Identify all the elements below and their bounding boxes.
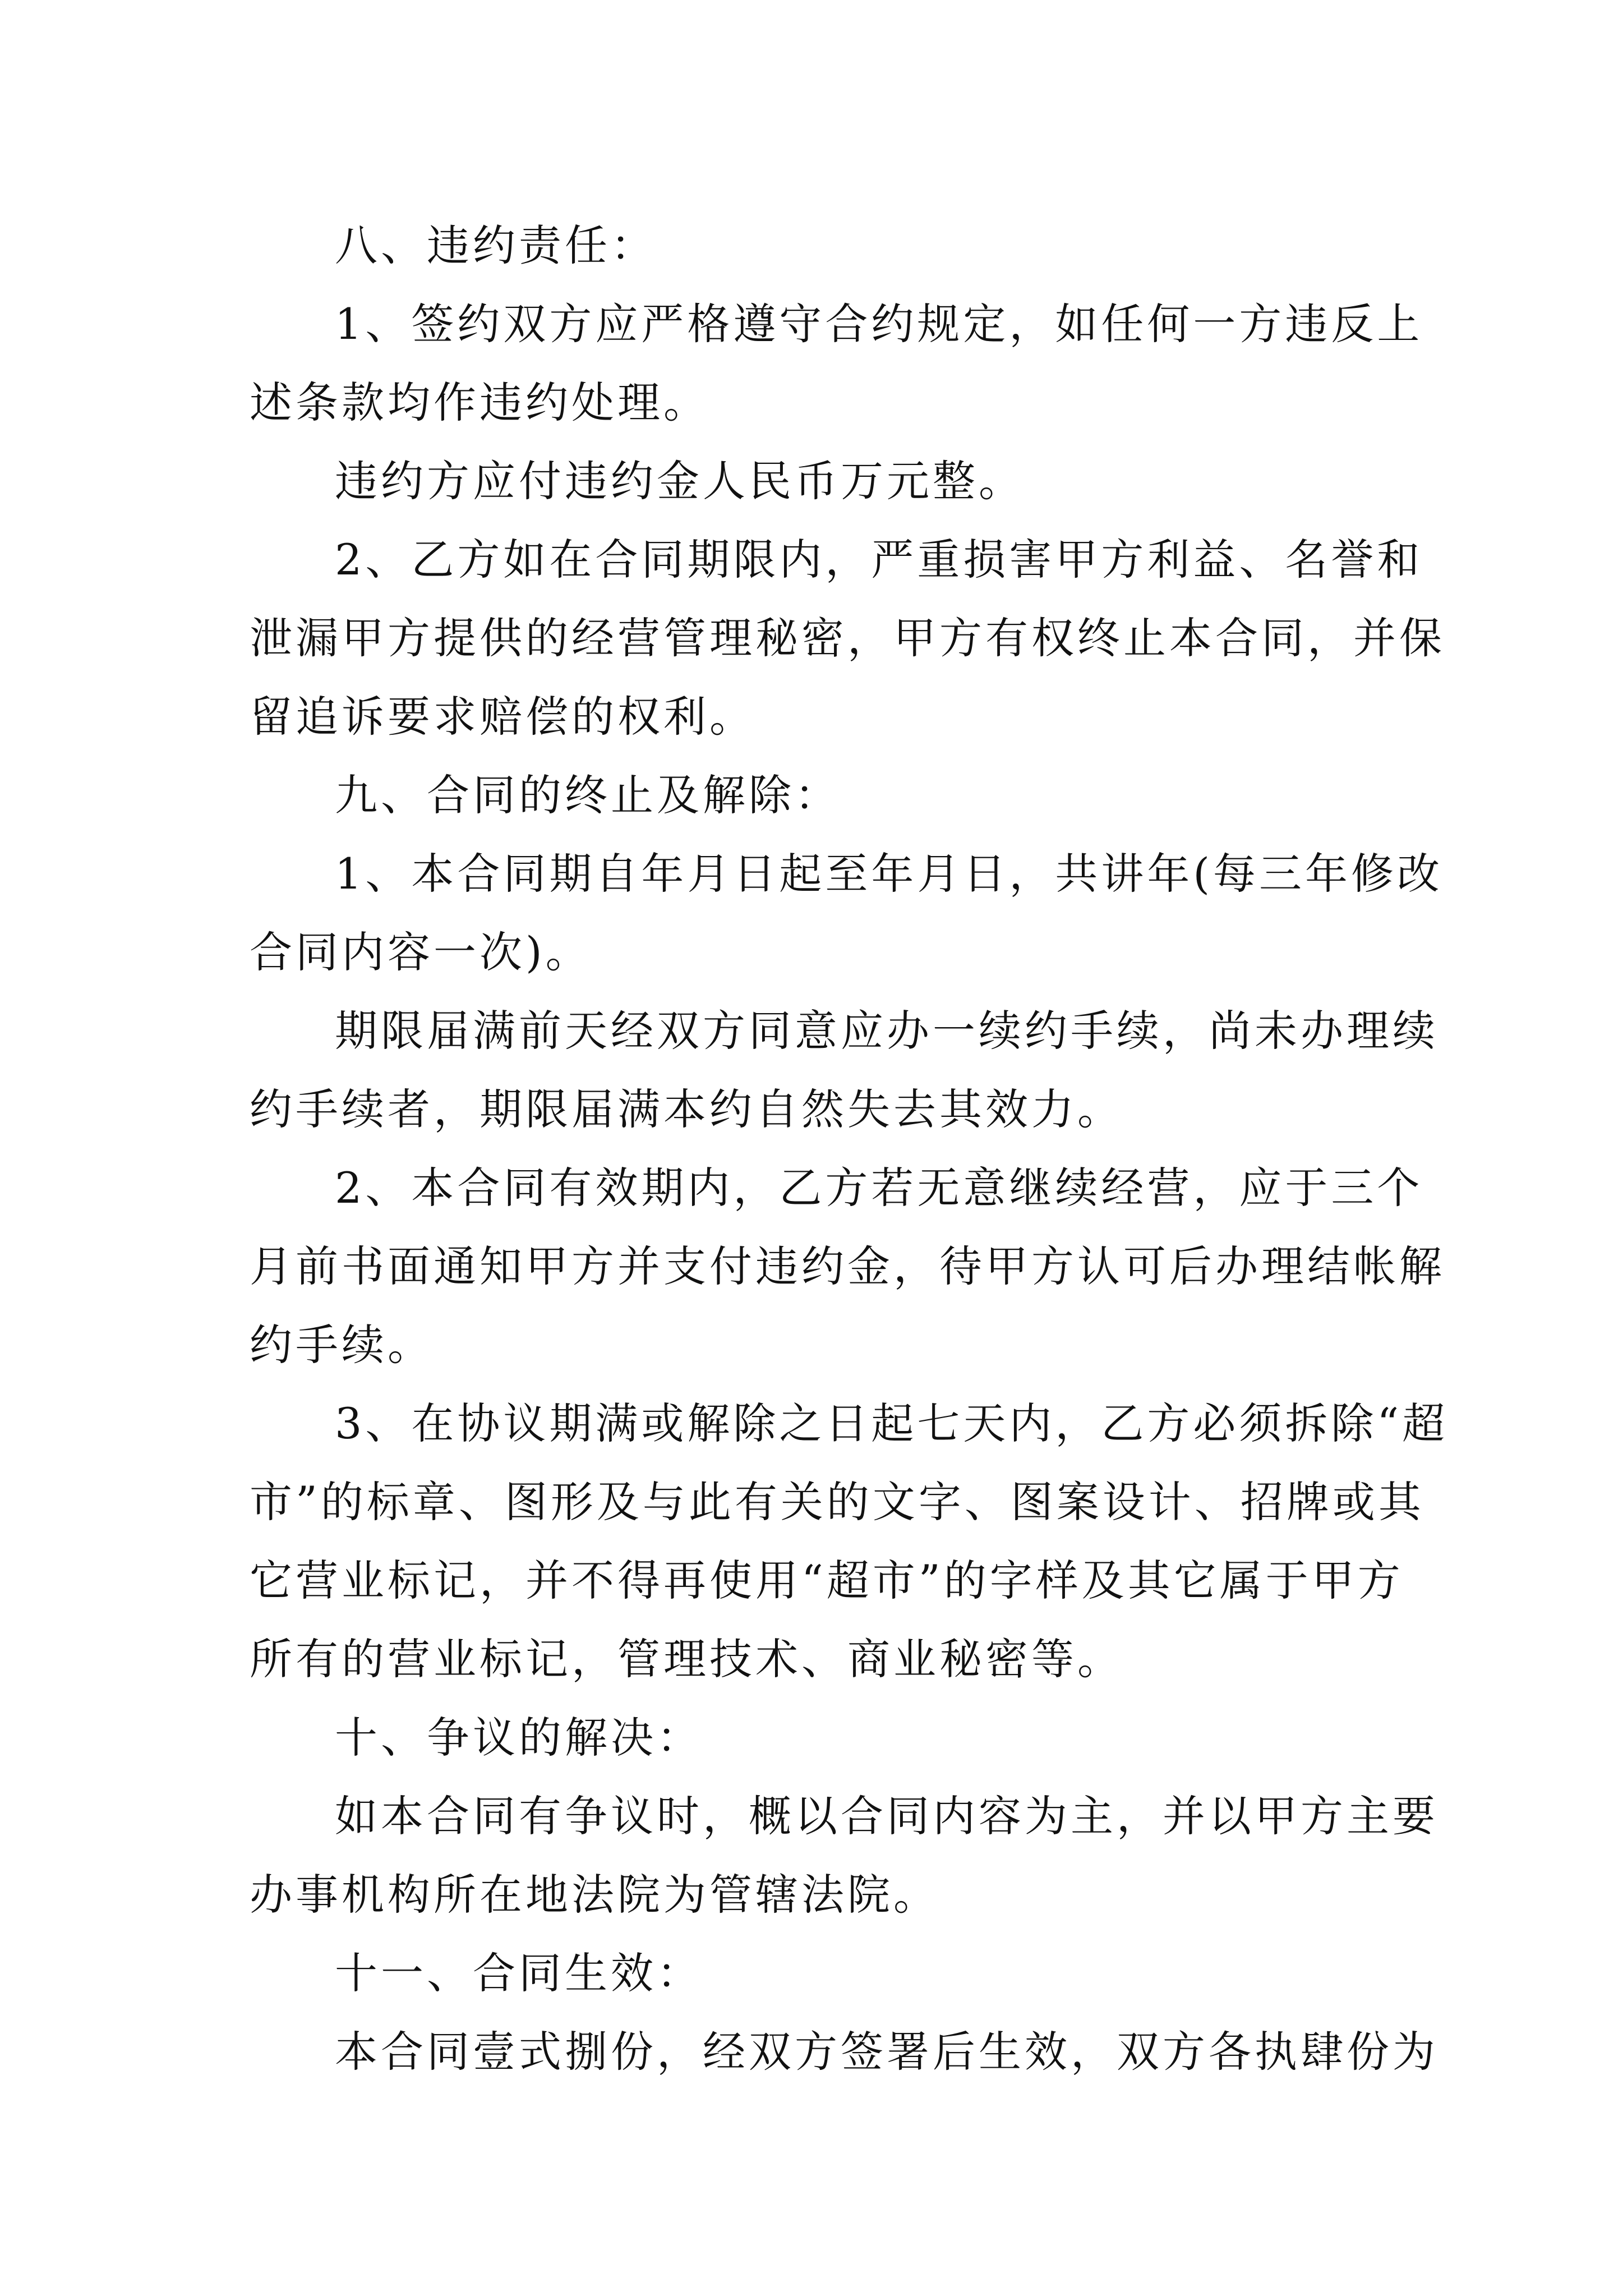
section-heading-breach-liability: 八、违约责任： bbox=[335, 220, 657, 270]
paragraph-line: 述条款均作违约处理。 bbox=[250, 378, 709, 427]
paragraph-line: 2、乙方如在合同期限内，严重损害甲方利益、名誉和 bbox=[335, 535, 1423, 585]
paragraph-line: 3、在协议期满或解除之日起七天内，乙方必须拆除“超 bbox=[335, 1398, 1449, 1448]
paragraph-line: 它营业标记，并不得再使用“超市”的字样及其它属于甲方 bbox=[250, 1556, 1404, 1605]
document-body bbox=[250, 206, 1449, 2091]
paragraph-line: 1、本合同期自年月日起至年月日，共讲年(每三年修改 bbox=[335, 849, 1444, 899]
paragraph-line: 2、本合同有效期内，乙方若无意继续经营，应于三个 bbox=[335, 1163, 1423, 1213]
paragraph-line: 合同内容一次)。 bbox=[250, 927, 592, 977]
paragraph-line: 约手续者，期限届满本约自然失去其效力。 bbox=[250, 1084, 1123, 1134]
paragraph-line: 本合同壹式捌份，经双方签署后生效，双方各执肆份为 bbox=[335, 2027, 1438, 2077]
paragraph-line: 1、签约双方应严格遵守合约规定，如任何一方违反上 bbox=[335, 299, 1423, 349]
paragraph-line: 违约方应付违约金人民币万元整。 bbox=[335, 456, 1025, 506]
paragraph-line: 期限届满前天经双方同意应办一续约手续，尚未办理续 bbox=[335, 1006, 1438, 1056]
section-heading-termination: 九、合同的终止及解除： bbox=[335, 770, 841, 820]
paragraph-line: 泄漏甲方提供的经营管理秘密，甲方有权终止本合同，并保 bbox=[250, 613, 1445, 663]
section-heading-dispute-resolution: 十、争议的解决： bbox=[335, 1713, 703, 1763]
paragraph-line: 月前书面通知甲方并支付违约金，待甲方认可后办理结帐解 bbox=[250, 1241, 1445, 1291]
paragraph-line: 所有的营业标记，管理技术、商业秘密等。 bbox=[250, 1634, 1123, 1684]
paragraph-line: 办事机构所在地法院为管辖法院。 bbox=[250, 1870, 939, 1920]
paragraph-line: 约手续。 bbox=[250, 1320, 434, 1370]
section-heading-contract-effect: 十一、合同生效： bbox=[335, 1948, 703, 1998]
paragraph-line: 市”的标章、图形及与此有关的文字、图案设计、招牌或其 bbox=[250, 1477, 1424, 1527]
paragraph-line: 留追诉要求赔偿的权利。 bbox=[250, 692, 755, 742]
paragraph-line: 如本合同有争议时，概以合同内容为主，并以甲方主要 bbox=[335, 1791, 1438, 1841]
